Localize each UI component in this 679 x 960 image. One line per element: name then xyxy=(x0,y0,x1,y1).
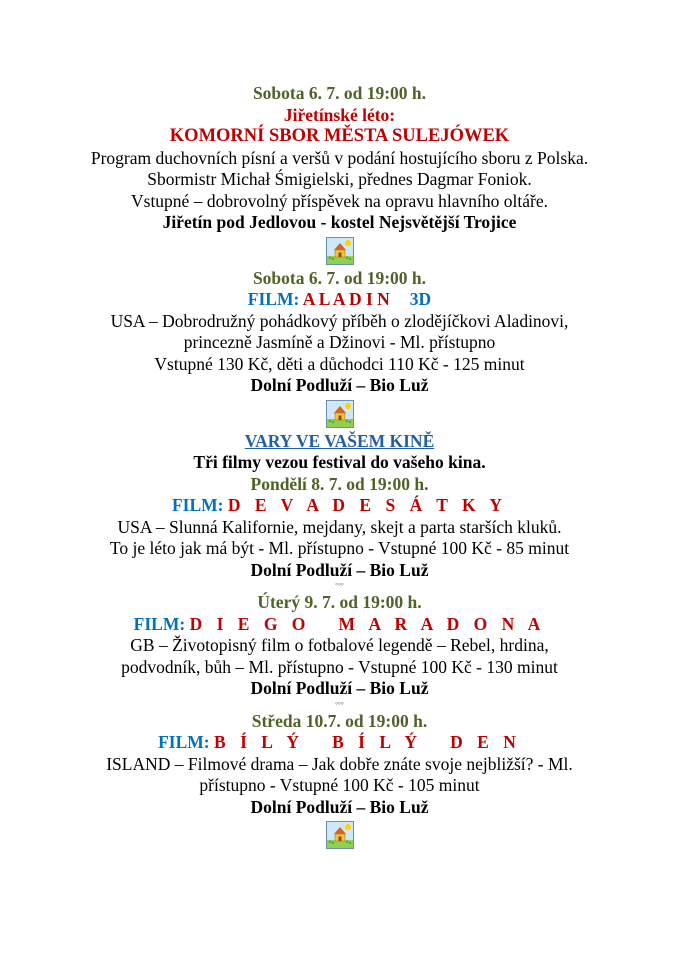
event-description: GB – Životopisný film o fotbalové legendě – Rebel, hrdina, xyxy=(130,635,549,655)
film-title: D E V A D E S Á T K Y xyxy=(227,495,507,515)
film-prefix: FILM: xyxy=(158,732,215,752)
event-date: Středa 10.7. od 19:00 h. xyxy=(251,710,428,731)
event-description: USA – Dobrodružný pohádkový příběh o zlodějíčkovi Aladinovi, xyxy=(110,310,569,331)
event-description: Sbormistr Michał Śmigielski, přednes Dagmar Foniok. xyxy=(147,169,532,189)
separator xyxy=(0,818,679,852)
divider-dots: °°° xyxy=(335,700,344,709)
house-drawing-icon xyxy=(326,237,354,265)
event-series: Jiřetínské léto: xyxy=(283,104,396,125)
program-page xyxy=(0,83,679,852)
event-place: Dolní Podluží – Bio Luž xyxy=(250,375,429,395)
house-drawing-icon xyxy=(326,400,354,428)
divider-dots: °°° xyxy=(335,582,344,590)
festival-subheading: Tři filmy vezou festival do vašeho kina. xyxy=(193,452,486,472)
event-date: Sobota 6. 7. od 19:00 h. xyxy=(252,267,427,288)
event-devadesatky xyxy=(0,474,679,593)
separator xyxy=(0,234,679,268)
event-description: princezně Jasmíně a Džinovi - Ml. přístupno xyxy=(183,332,496,352)
film-heading xyxy=(0,732,679,754)
film-prefix: FILM: xyxy=(171,495,228,515)
event-aladin xyxy=(0,268,679,397)
event-date: Sobota 6. 7. od 19:00 h. xyxy=(252,83,427,103)
event-title: KOMORNÍ SBOR MĚSTA SULEJÓWEK xyxy=(169,126,510,146)
film-title: B Í L Ý B Í L Ý D E N xyxy=(214,732,521,752)
film-heading xyxy=(0,614,679,636)
event-description: USA – Slunná Kalifornie, mejdany, skejt a parta starších kluků. xyxy=(117,516,562,537)
event-place: Dolní Podluží – Bio Luž xyxy=(250,678,429,698)
separator xyxy=(0,397,679,431)
event-description: Vstupné – dobrovolný příspěvek na opravu hlavního oltáře. xyxy=(131,190,548,211)
event-place: Jiřetín pod Jedlovou - kostel Nejsvětější Trojice xyxy=(162,212,517,232)
event-date: Úterý 9. 7. od 19:00 h. xyxy=(257,592,422,612)
film-title: D I E G O M A R A D O N A xyxy=(189,613,546,634)
event-date: Pondělí 8. 7. od 19:00 h. xyxy=(250,473,429,494)
event-description: Program duchovních písní a veršů v podání hostujícího sboru z Polska. xyxy=(90,147,589,168)
film-format: 3D xyxy=(409,289,432,309)
film-heading xyxy=(0,495,679,517)
event-description: podvodník, bůh – Ml. přístupno - Vstupné 100 Kč - 130 minut xyxy=(121,656,558,677)
event-place: Dolní Podluží – Bio Luž xyxy=(250,796,429,817)
house-drawing-icon xyxy=(326,821,354,849)
film-prefix: FILM: xyxy=(133,613,190,634)
film-heading xyxy=(0,289,679,311)
film-prefix: FILM: xyxy=(247,289,303,309)
film-title: A L A D I N xyxy=(302,289,390,309)
event-description: ISLAND – Filmové drama – Jak dobře znáte svoje nejbližší? - Ml. xyxy=(106,753,573,774)
event-choir xyxy=(0,83,679,234)
event-maradona xyxy=(0,592,679,711)
festival-block xyxy=(0,431,679,474)
event-description: Vstupné 130 Kč, děti a důchodci 110 Kč - 125 minut xyxy=(154,353,525,374)
event-bily-den xyxy=(0,711,679,819)
event-description: To je léto jak má být - Ml. přístupno - Vstupné 100 Kč - 85 minut xyxy=(109,538,570,558)
event-place: Dolní Podluží – Bio Luž xyxy=(250,559,429,580)
event-description: přístupno - Vstupné 100 Kč - 105 minut xyxy=(199,775,480,795)
festival-heading[interactable]: VARY VE VAŠEM KINĚ xyxy=(244,430,435,451)
